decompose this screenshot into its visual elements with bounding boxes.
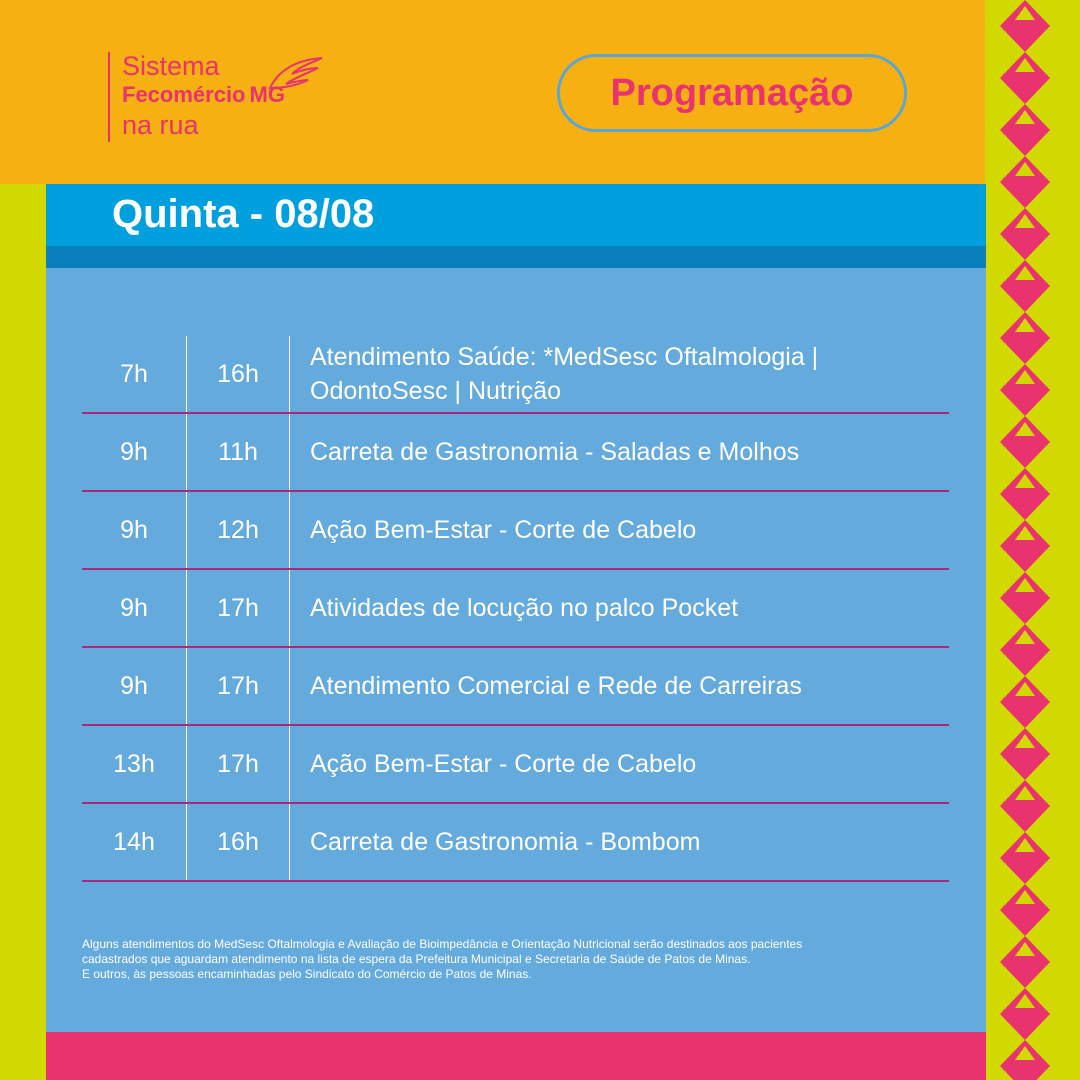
table-row: [82, 414, 949, 492]
activity: Atendimento Saúde: *MedSesc Oftalmologia | OdontoSesc | Nutrição: [310, 343, 819, 405]
table-row: [82, 492, 949, 570]
end-time: 11h: [186, 414, 290, 490]
triangle-shape: [1000, 494, 1050, 520]
triangle-shape: [1000, 182, 1050, 208]
activity: Carreta de Gastronomia - Saladas e Molhos: [310, 438, 800, 466]
activity: Atividades de locução no palco Pocket: [310, 594, 739, 622]
triangle-shape: [1000, 390, 1050, 416]
triangle-shape: [1000, 1066, 1050, 1080]
day-header-underline: [46, 246, 986, 268]
table-row: [82, 570, 949, 648]
table-row: [82, 804, 949, 882]
triangle-shape: [1000, 702, 1050, 728]
activity: Ação Bem-Estar - Corte de Cabelo: [310, 516, 697, 544]
start-time: 14h: [113, 827, 155, 856]
end-time: 17h: [186, 726, 290, 802]
triangle-shape: [1000, 26, 1050, 52]
pink-bottom-band: [46, 1032, 986, 1080]
triangle-shape: [1000, 1014, 1050, 1040]
table-row: [82, 648, 949, 726]
triangle-shape: [1000, 130, 1050, 156]
end-time: 16h: [186, 336, 290, 412]
start-time: 9h: [120, 437, 148, 466]
footnote-line: Alguns atendimentos do MedSesc Oftalmologia e Avaliação de Bioimpedância e Orientação Nutricional serão destinados aos pacientes: [82, 937, 803, 951]
triangle-shape: [1000, 858, 1050, 884]
logo-line-fecomercio: [122, 80, 285, 110]
triangle-shape: [1000, 286, 1050, 312]
triangle-shape: [1000, 442, 1050, 468]
start-time: 9h: [120, 671, 148, 700]
footnote: [82, 937, 942, 982]
programacao-badge: Programação: [557, 54, 907, 132]
schedule-table: [82, 336, 949, 882]
triangle-shape: [1000, 910, 1050, 936]
start-time: 13h: [113, 749, 155, 778]
logo-line-na-rua: na rua: [122, 110, 199, 140]
end-time: 17h: [186, 648, 290, 724]
triangle-shape: [1000, 546, 1050, 572]
logo-fecomercio-text: Fecomércio: [122, 82, 246, 107]
triangle-shape: [1000, 650, 1050, 676]
logo-line-sistema: Sistema: [122, 51, 220, 81]
activity: Carreta de Gastronomia - Bombom: [310, 828, 701, 856]
start-time: 9h: [120, 515, 148, 544]
brand-logo: [108, 52, 285, 142]
wing-logo-icon: [268, 54, 324, 90]
table-row: [82, 336, 949, 414]
triangle-pattern-border: [1000, 0, 1050, 1080]
triangle-shape: [1000, 234, 1050, 260]
triangle-shape: [1000, 962, 1050, 988]
table-row: [82, 726, 949, 804]
triangle-shape: [1000, 806, 1050, 832]
end-time: 16h: [186, 804, 290, 880]
start-time: 7h: [120, 359, 148, 388]
end-time: 17h: [186, 570, 290, 646]
start-time: 9h: [120, 593, 148, 622]
end-time: 12h: [186, 492, 290, 568]
triangle-shape: [1000, 338, 1050, 364]
footnote-line: cadastrados que aguardam atendimento na lista de espera da Prefeitura Municipal e Secretaria de Saúde de Patos de Minas.: [82, 952, 751, 966]
activity: Atendimento Comercial e Rede de Carreiras: [310, 672, 802, 700]
logo-mg-text: MG: [249, 82, 285, 107]
day-title: Quinta - 08/08: [112, 192, 375, 236]
triangle-shape: [1000, 78, 1050, 104]
triangle-shape: [1000, 754, 1050, 780]
footnote-line: E outros, às pessoas encaminhadas pelo Sindicato do Comércio de Patos de Minas.: [82, 967, 532, 981]
activity: Ação Bem-Estar - Corte de Cabelo: [310, 750, 697, 778]
triangle-shape: [1000, 598, 1050, 624]
